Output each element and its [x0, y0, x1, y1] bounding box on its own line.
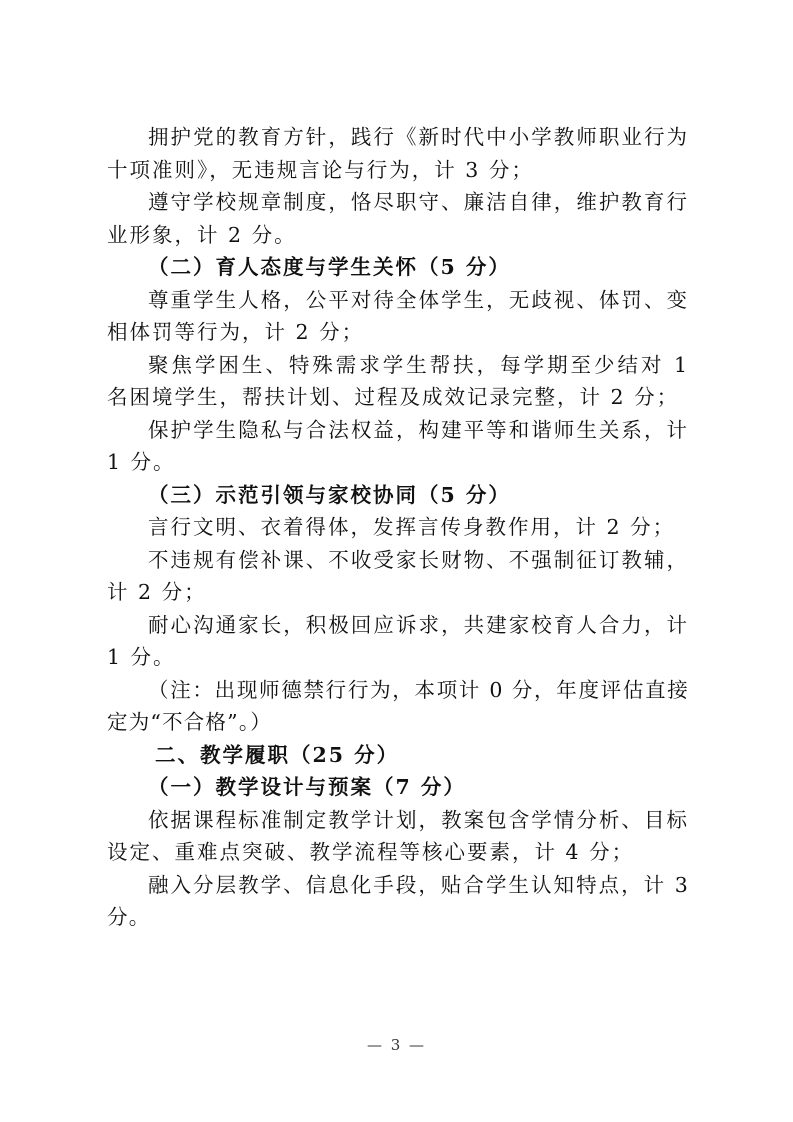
- section-heading-teaching-design: （一）教学设计与预案（7 分）: [148, 775, 466, 799]
- paragraph-respect-students: 尊重学生人格，公平对待全体学生，无歧视、体罚、变相体罚等行为，计 2 分；: [107, 287, 689, 344]
- section-heading-teaching-duties: 二、教学履职（25 分）: [155, 742, 400, 767]
- paragraph-student-privacy: 保护学生隐私与合法权益，构建平等和谐师生关系，计 1 分。: [107, 417, 689, 474]
- paragraph-school-rules: 遵守学校规章制度，恪尽职守、廉洁自律，维护教育行业形象，计 2 分。: [107, 190, 689, 247]
- section-heading-student-care: （二）育人态度与学生关怀（5 分）: [148, 255, 511, 279]
- paragraph-conduct: 言行文明、衣着得体，发挥言传身教作用，计 2 分；: [148, 515, 676, 539]
- paragraph-lesson-plans: 依据课程标准制定教学计划，教案包含学情分析、目标设定、重难点突破、教学流程等核心要素，计 4 分；: [107, 807, 689, 864]
- section-heading-role-model: （三）示范引领与家校协同（5 分）: [148, 482, 511, 507]
- paragraph-note: （注：出现师德禁行行为，本项计 0 分，年度评估直接定为“不合格”。）: [107, 677, 689, 734]
- paragraph-ethics-guidelines: 拥护党的教育方针，践行《新时代中小学教师职业行为十项准则》，无违规言论与行为，计 3 分；: [107, 125, 689, 182]
- paragraph-struggling-students: 聚焦学困生、特殊需求学生帮扶，每学期至少结对 1 名困境学生，帮扶计划、过程及成效记录完整，计 2 分；: [107, 352, 689, 409]
- paragraph-no-paid-tutoring: 不违规有偿补课、不收受家长财物、不强制征订教辅，计 2 分；: [107, 547, 689, 604]
- document-body: [107, 121, 689, 934]
- paragraph-parent-communication: 耐心沟通家长，积极回应诉求，共建家校育人合力，计 1 分。: [107, 612, 689, 669]
- paragraph-tiered-teaching: 融入分层教学、信息化手段，贴合学生认知特点，计 3 分。: [107, 872, 689, 929]
- page-number: — 3 —: [366, 1036, 427, 1054]
